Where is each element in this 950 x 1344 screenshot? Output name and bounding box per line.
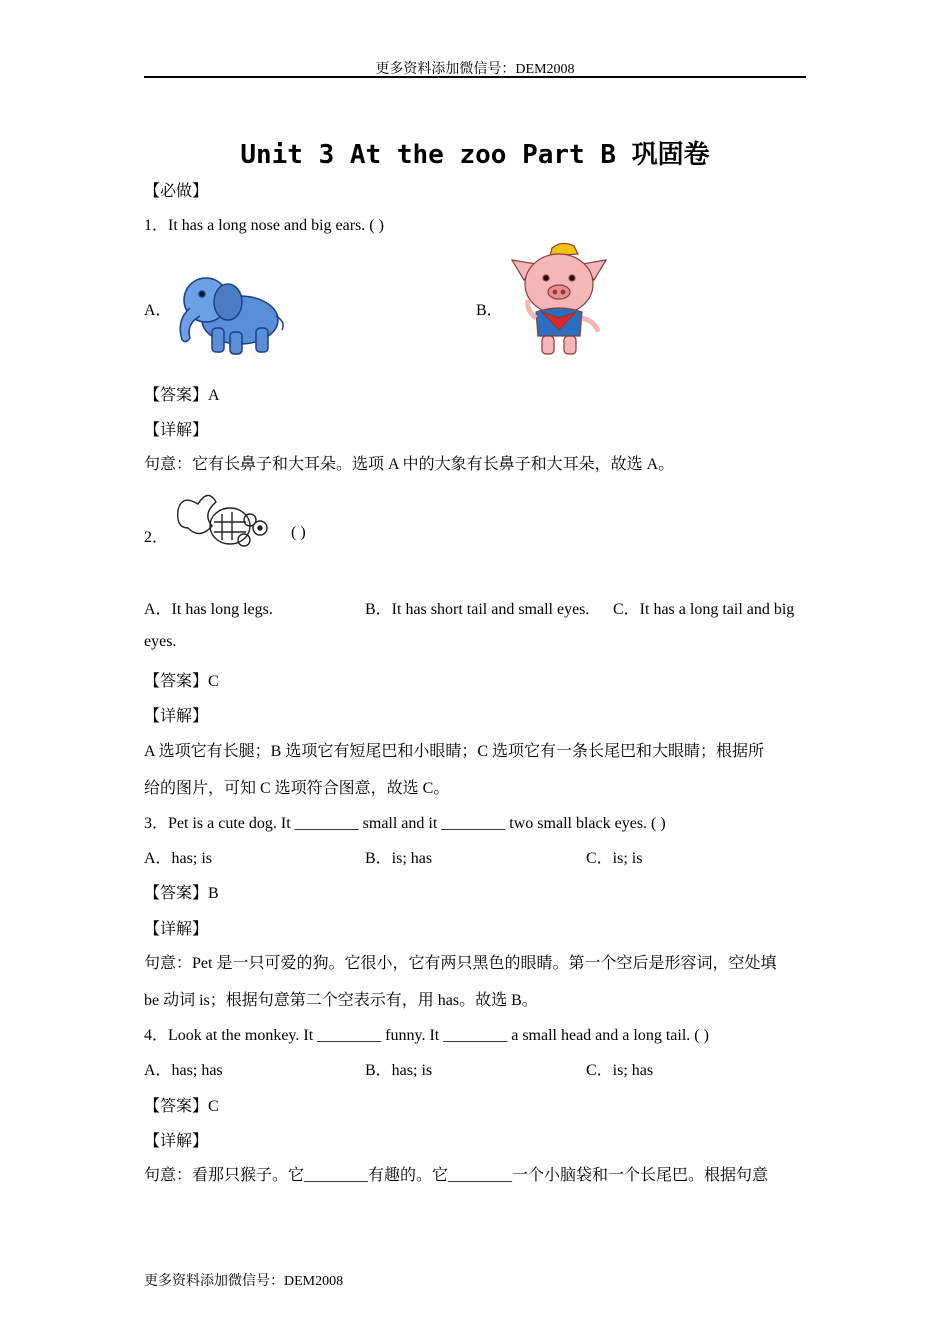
q1-answer: 【答案】A	[144, 387, 220, 404]
q4-explanation: 句意：看那只猴子。它________有趣的。它________一个小脑袋和一个长尾巴。根据句意	[144, 1167, 769, 1184]
page-footer: 更多资料添加微信号：DEM2008	[144, 1274, 344, 1289]
q4-stem: 4．Look at the monkey. It ________ funny. It ________ a small head and a long tail. ( )	[144, 1027, 709, 1044]
page-title: Unit 3 At the zoo Part B 巩固卷	[240, 140, 710, 170]
q4-option-a: A．has; has	[144, 1062, 223, 1079]
page-header: 更多资料添加微信号：DEM2008	[375, 62, 575, 77]
q4-detail-label: 【详解】	[144, 1133, 209, 1150]
q3-option-b: B．is; has	[365, 850, 433, 867]
q1-stem: 1．It has a long nose and big ears. ( )	[144, 217, 384, 234]
q3-option-a: A．has; is	[144, 850, 213, 867]
q1-explanation: 句意：它有长鼻子和大耳朵。选项 A 中的大象有长鼻子和大耳朵，故选 A。	[144, 456, 675, 473]
q1-option-b-label: B．	[476, 302, 503, 319]
elephant-icon	[172, 270, 290, 358]
q4-option-c: C．is; has	[586, 1062, 654, 1079]
q3-explanation-line1: 句意：Pet 是一只可爱的狗。它很小，它有两只黑色的眼睛。第一个空后是形容词，空处填	[144, 955, 777, 972]
q2-paren: ( )	[291, 524, 306, 541]
q4-answer: 【答案】C	[144, 1098, 219, 1115]
q1-detail-label: 【详解】	[144, 422, 209, 439]
section-label: 【必做】	[144, 183, 209, 200]
header-rule	[144, 76, 806, 78]
q3-stem: 3．Pet is a cute dog. It ________ small and it ________ two small black eyes. ( )	[144, 815, 666, 832]
q1-option-a-label: A．	[144, 302, 172, 319]
q2-option-c-line1: C．It has a long tail and big	[613, 601, 795, 618]
q2-option-b: B．It has short tail and small eyes.	[365, 601, 590, 618]
q2-detail-label: 【详解】	[144, 708, 209, 725]
q4-option-b: B．has; is	[365, 1062, 433, 1079]
q2-option-a: A．It has long legs.	[144, 601, 273, 618]
q3-option-c: C．is; is	[586, 850, 643, 867]
q3-detail-label: 【详解】	[144, 921, 209, 938]
q2-explanation-line1: A 选项它有长腿；B 选项它有短尾巴和小眼睛；C 选项它有一条长尾巴和大眼睛；根据所	[144, 743, 765, 760]
q2-answer: 【答案】C	[144, 673, 219, 690]
fish-icon	[172, 484, 276, 556]
pig-icon	[502, 240, 616, 360]
q2-explanation-line2: 给的图片，可知 C 选项符合图意，故选 C。	[144, 780, 450, 797]
q2-option-c-line2: eyes.	[144, 633, 177, 650]
q3-answer: 【答案】B	[144, 885, 219, 902]
q2-number: 2．	[144, 529, 169, 546]
q3-explanation-line2: be 动词 is；根据句意第二个空表示有，用 has。故选 B。	[144, 992, 538, 1009]
